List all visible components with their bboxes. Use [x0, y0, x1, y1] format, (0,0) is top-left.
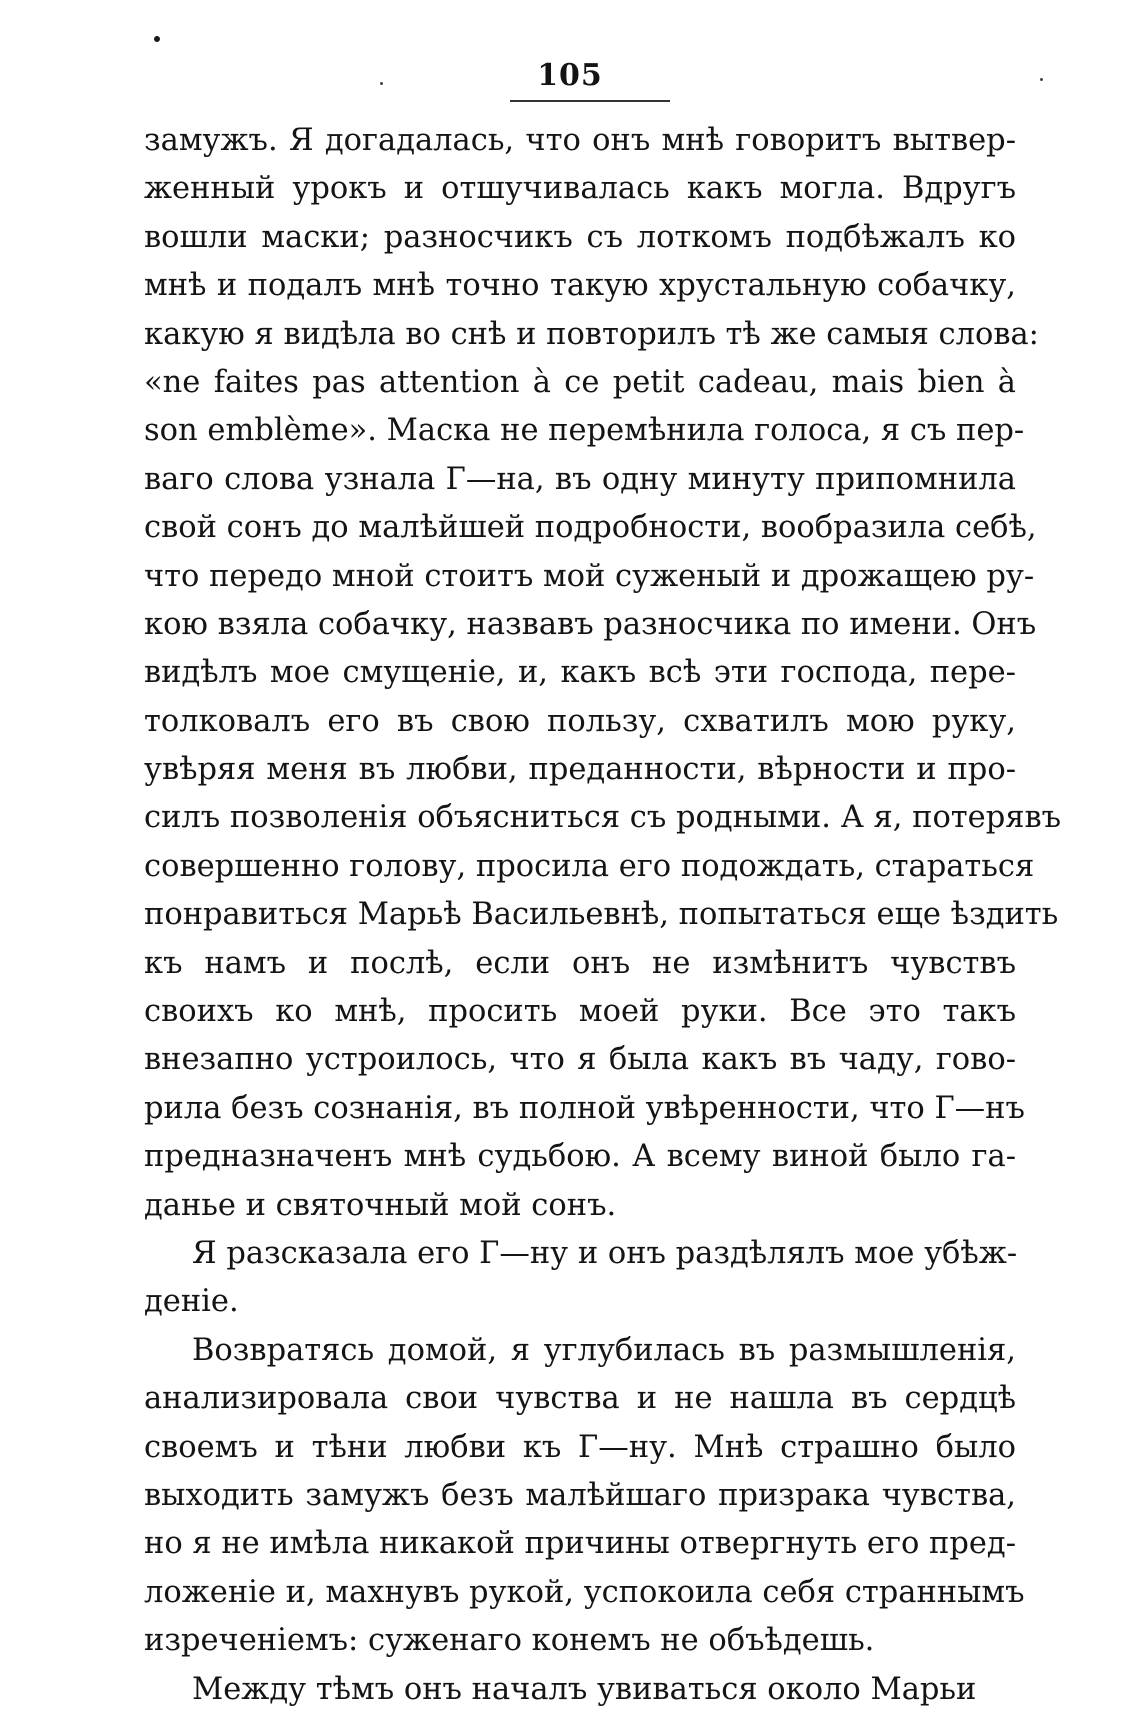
text-line: увѣряя меня въ любви, преданности, вѣрности и про-: [144, 752, 1016, 788]
text-line: Я разсказала его Г—ну и онъ раздѣлялъ мое убѣж-: [192, 1235, 1018, 1271]
text-line: рила безъ сознанія, въ полной увѣренности, что Г—нъ: [144, 1090, 1025, 1126]
text-line: Между тѣмъ онъ началъ увиваться около Марьи: [192, 1671, 977, 1707]
text-line: вошли маски; разносчикъ съ лоткомъ подбѣжалъ ко: [144, 219, 1016, 255]
text-line: свой сонъ до малѣйшей подробности, вообразила себѣ,: [144, 510, 1037, 546]
text-line: къ намъ и послѣ, если онъ не измѣнитъ чувствъ: [144, 945, 1016, 981]
text-line: какую я видѣла во снѣ и повторилъ тѣ же самыя слова:: [144, 316, 1039, 352]
text-line: кою взяла собачку, назвавъ разносчика по имени. Онъ: [144, 606, 1037, 642]
text-line: мнѣ и подалъ мнѣ точно такую хрустальную собачку,: [144, 268, 1016, 304]
text-line: предназначенъ мнѣ судьбою. А всему виной было га-: [144, 1139, 1016, 1175]
text-line: видѣлъ мое смущеніе, и, какъ всѣ эти господа, пере-: [144, 655, 1016, 691]
text-line: но я не имѣла никакой причины отвергнуть его пред-: [144, 1526, 1016, 1562]
text-line: анализировала свои чувства и не нашла въ сердцѣ: [144, 1381, 1016, 1417]
text-line: своихъ ко мнѣ, просить моей руки. Все это такъ: [144, 994, 1016, 1030]
print-speck: [154, 36, 160, 42]
body-text: [144, 117, 1062, 1714]
text-line: своемъ и тѣни любви къ Г—ну. Мнѣ страшно было: [144, 1429, 1016, 1465]
text-line: женный урокъ и отшучивалась какъ могла. Вдругъ: [144, 171, 1016, 207]
text-line: внезапно устроилось, что я была какъ въ чаду, гово-: [144, 1042, 1016, 1078]
page-number-rule: [510, 100, 670, 102]
text-line: толковалъ его въ свою пользу, схватилъ мою руку,: [144, 703, 1016, 739]
text-line: Возвратясь домой, я углубилась въ размышленія,: [192, 1332, 1016, 1368]
text-line: что передо мной стоитъ мой суженый и дрожащею ру-: [144, 558, 1035, 594]
text-line: ваго слова узнала Г—на, въ одну минуту припомнила: [144, 461, 1016, 497]
text-line: деніе.: [144, 1284, 239, 1320]
text-line: ложеніе и, махнувъ рукой, успокоила себя страннымъ: [144, 1574, 1025, 1610]
text-line: «ne faites pas attention à ce petit cadeau, mais bien à: [144, 364, 1016, 400]
text-line: силъ позволенія объясниться съ родными. А я, потерявъ: [144, 800, 1062, 836]
text-line: son emblème». Маска не перемѣнила голоса, я съ пер-: [144, 413, 1025, 449]
text-line: замужъ. Я догадалась, что онъ мнѣ говоритъ вытвер-: [144, 123, 1016, 158]
text-line: понравиться Марьѣ Васильевнѣ, попытаться еще ѣздить: [144, 897, 1059, 933]
text-line: данье и святочный мой сонъ.: [144, 1187, 617, 1223]
page-number: 105: [537, 58, 603, 93]
text-line: изреченіемъ: суженаго конемъ не объѣдешь.: [144, 1623, 875, 1659]
text-line: совершенно голову, просила его подождать, стараться: [144, 848, 1035, 884]
text-line: выходить замужъ безъ малѣйшаго призрака чувства,: [144, 1477, 1016, 1513]
